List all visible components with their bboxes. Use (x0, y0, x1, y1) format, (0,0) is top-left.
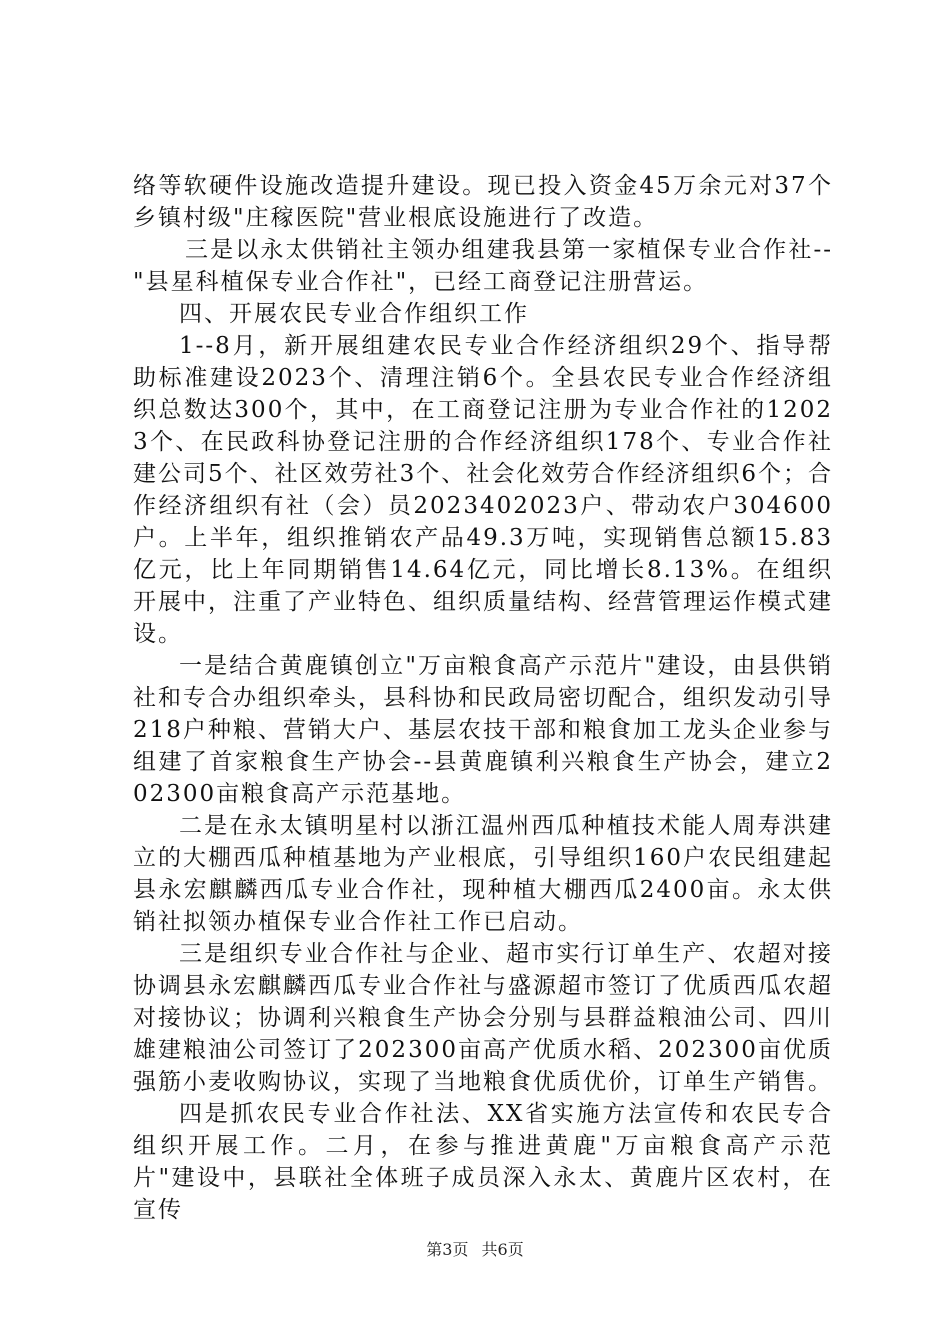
page-number: 第3页 (426, 1240, 469, 1259)
section-heading: 四、开展农民专业合作组织工作 (179, 301, 529, 327)
paragraph-point-three: 三是组织专业合作社与企业、超市实行订单生产、农超对接协调县永宏麒麟西瓜专业合作社与盛源超市签订了优质西瓜农超对接协议；协调利兴粮食生产协会分别与县群益粮油公司、四川雄建粮油公司签订了202300亩高产优质水稻、202300亩优质强筋小麦收购协议，实现了当地粮食优质优价，订单生产销售。 (133, 941, 833, 1095)
paragraph-point-four: 四是抓农民专业合作社法、XX省实施方法宣传和农民专合组织开展工作。二月，在参与推进黄鹿"万亩粮食高产示范片"建设中，县联社全体班子成员深入永太、黄鹿片区农村，在宣传 (133, 1101, 833, 1223)
page-total: 共6页 (481, 1240, 524, 1259)
paragraph-point-two: 二是在永太镇明星村以浙江温州西瓜种植技术能人周寿洪建立的大棚西瓜种植基地为产业根底，引导组织160户农民组建起县永宏麒麟西瓜专业合作社，现种植大棚西瓜2400亩。永太供销社拟领办植保专业合作社工作已启动。 (133, 813, 833, 935)
paragraph-continuation: 络等软硬件设施改造提升建设。现已投入资金45万余元对37个乡镇村级"庄稼医院"营业根底设施进行了改造。 (133, 173, 833, 231)
page-footer (0, 1240, 950, 1260)
paragraph-statistics: 1--8月，新开展组建农民专业合作经济组织29个、指导帮助标准建设2023个、清理注销6个。全县农民专业合作经济组织总数达300个，其中，在工商登记注册为专业合作社的12023个、在民政科协登记注册的合作经济组织178个、专业合作社建公司5个、社区效劳社3个、社会化效劳合作经济组织6个；合作经济组织有社（会）员2023402023户、带动农户304600户。上半年，组织推销农产品49.3万吨，实现销售总额15.83亿元，比上年同期销售14.64亿元，同比增长8.13%。在组织开展中，注重了产业特色、组织质量结构、经营管理运作模式建设。 (133, 333, 833, 647)
paragraph-plant-protection-coop: 三是以永太供销社主领办组建我县第一家植保专业合作社--"县星科植保专业合作社"，已经工商登记注册营运。 (133, 237, 833, 295)
paragraph-point-one: 一是结合黄鹿镇创立"万亩粮食高产示范片"建设，由县供销社和专合办组织牵头，县科协和民政局密切配合，组织发动引导218户种粮、营销大户、基层农技干部和粮食加工龙头企业参与组建了首家粮食生产协会--县黄鹿镇利兴粮食生产协会，建立202300亩粮食高产示范基地。 (133, 653, 833, 807)
document-body (133, 170, 833, 1226)
